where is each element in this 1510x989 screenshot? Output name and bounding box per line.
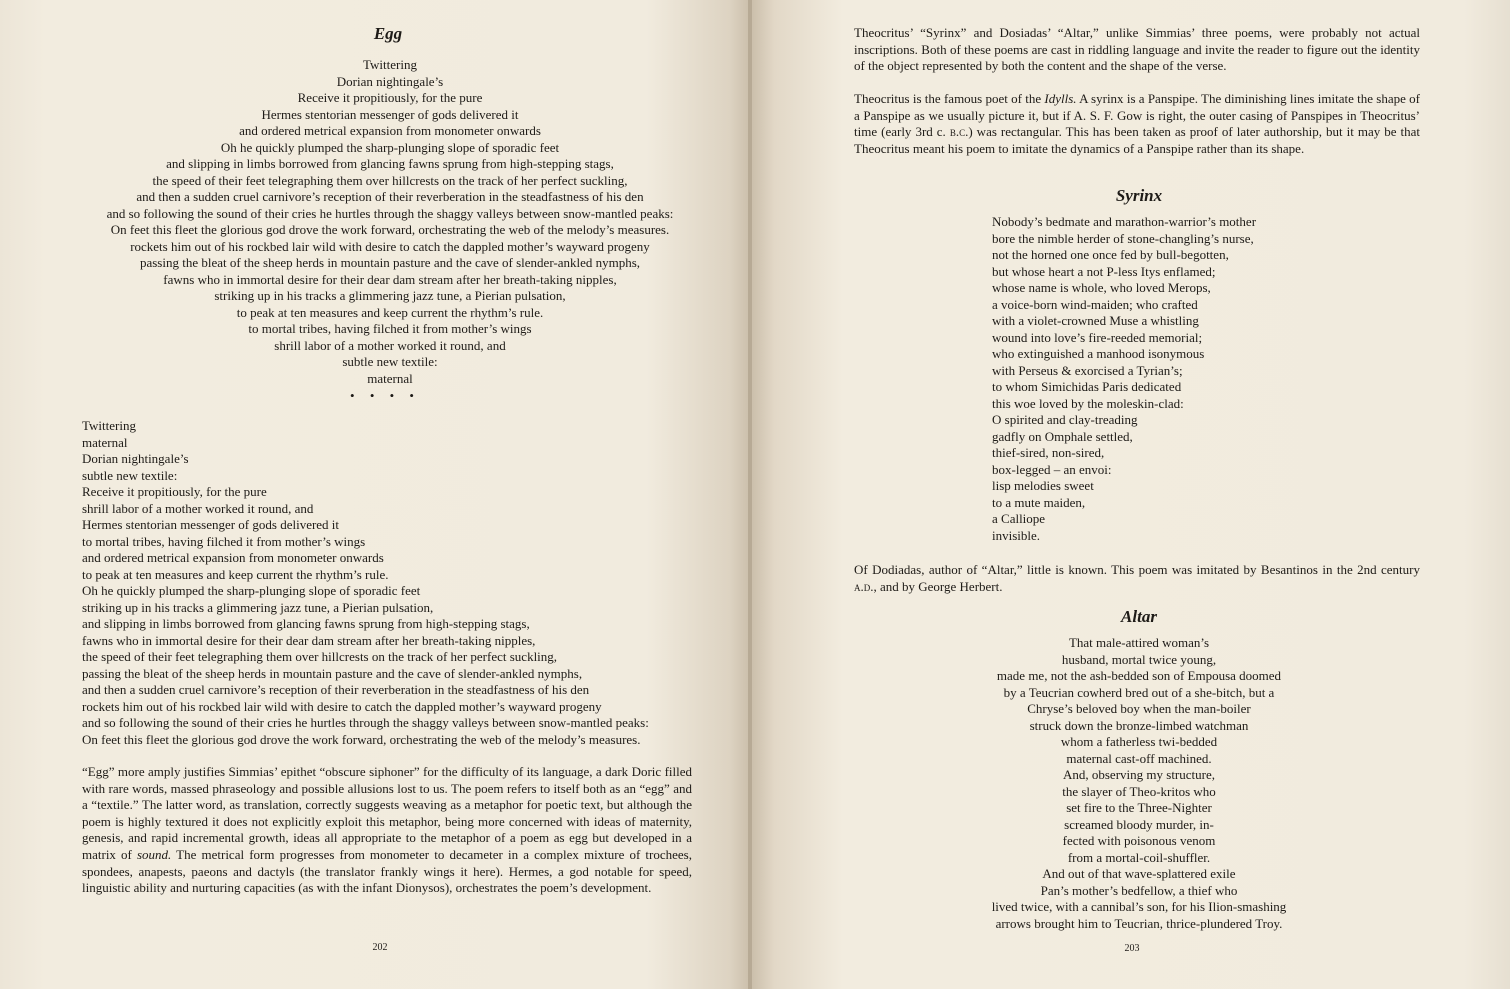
poem-line: shrill labor of a mother worked it round, and [82,500,314,516]
poem-line: to whom Simichidas Paris dedicated [992,379,1182,394]
altar-poem [889,635,1389,932]
poem-line: wound into love’s fire-reeded memorial; [992,329,1203,345]
poem-line: a voice-born wind-maiden; who crafted [992,296,1198,312]
poem-line: to a mute maiden, [992,494,1086,510]
theocritus-text-1: Theocritus is the famous poet of the [854,91,1045,106]
poem-line: husband, mortal twice young, [1061,651,1217,667]
poem-line: rockets him out of his rockbed lair wild with desire to catch the dappled mother’s wayward progeny [130,238,650,254]
poem-line: Nobody’s bedmate and marathon-warrior’s mother [992,214,1257,229]
commentary-text-2: The metrical form progresses from monometer to decameter in a complex mixture of trochees, spondees, anapests, paeons and dactyls (the translator frankly wings it here). Hermes, a god notable for speed, linguistic ability and nurturing capacities (as with the infant Dionysos), orchestrates the poem’s development. [82,846,692,896]
poem-line: subtle new textile: [82,467,178,483]
poem-line: and slipping in limbs borrowed from glancing fawns sprung from high-stepping stags, [166,156,614,171]
poem-line: On feet this fleet the glorious god drove the work forward, orchestrating the web of the melody’s measures. [82,731,641,747]
poem-line: fawns who in immortal desire for their dear dam stream after her breath-taking nipples, [82,632,536,648]
poem-line: bore the nimble herder of stone-changling’s nurse, [992,230,1254,246]
poem-line: and slipping in limbs borrowed from glancing fawns sprung from high-stepping stags, [82,616,530,631]
poem-line: Dorian nightingale’s [336,73,444,89]
commentary-emphasis: sound. [136,846,172,862]
poem-line: arrows brought him to Teucrian, thrice-plundered Troy. [995,915,1283,931]
page-number-left: 202 [372,942,388,953]
dosiadas-text-1: Of Dodiadas, author of “Altar,” little is known. This poem was imitated by Besantinos in the 2nd century [854,562,1420,577]
theocritus-paragraph [854,91,1420,157]
poem-line: invisible. [992,527,1041,543]
era-abbreviation: b.c. [949,124,969,140]
poem-line: with a violet-crowned Muse a whistling [992,313,1199,328]
idylls-title: Idylls. [1044,91,1077,106]
altar-title: Altar [1121,607,1157,626]
dosiadas-text-2: , and by George Herbert. [873,578,1003,594]
poem-line: and then a sudden cruel carnivore’s reception of their reverberation in the steadfastness of his den [82,682,590,697]
poem-line: That male-attired woman’s [1068,635,1210,650]
poem-line: subtle new textile: [342,354,438,369]
poem-line: the slayer of Theo-kritos who [1062,783,1216,799]
poem-line: to peak at ten measures and keep current the rhythm’s rule. [236,304,544,320]
poem-line: set fire to the Three-Nighter [1066,800,1212,815]
page-number-right: 203 [1124,943,1140,954]
commentary-text-1: “Egg” more amply justifies Simmias’ epithet “obscure siphoner” for the difficulty of its language, a dark Doric filled with rare words, massed phraseology and possible allusions lost to us. The poem refers to itself both as an “egg” and a “textile.” The latter word, as translation, correctly suggests weaving as a metaphor for poetic text, but although the poem is highly textured it does not explicitly exploit this metaphor, being more concerned with ideas of maternity, genesis, and rapid incremental growth, ideas all appropriate to the metaphor of a poem as egg but developed in a matrix of [82,764,692,862]
poem-line: Dorian nightingale’s [82,451,189,466]
poem-line: with Perseus & exorcised a Tyrian’s; [992,362,1183,378]
dosiadas-paragraph [854,562,1420,595]
poem-line: striking up in his tracks a glimmering jazz tune, a Pierian pulsation, [82,599,434,615]
poem-line: Twittering [363,57,417,72]
syrinx-poem [992,214,1292,544]
poem-line: by a Teucrian cowherd bred out of a she-bitch, but a [1003,684,1275,700]
theocritus-text-3: ) was rectangular. This has been taken as proof of later authorship, but it may be that Theocritus meant his poem to imitate the dynamics of a Panspipe rather than its shape. [854,124,1421,156]
poem-line: passing the bleat of the sheep herds in mountain pasture and the cave of slender-ankled nymphs, [82,665,583,681]
egg-title: Egg [373,24,403,43]
poem-line: whose name is whole, who loved Merops, [992,280,1211,295]
egg-shaped-poem [40,57,740,387]
left-page [0,0,752,989]
poem-line: whom a fatherless twi-bedded [1060,734,1218,749]
poem-line: screamed bloody murder, in- [1064,816,1214,832]
poem-line: passing the bleat of the sheep herds in mountain pasture and the cave of slender-ankled nymphs, [139,255,641,270]
poem-line: rockets him out of his rockbed lair wild with desire to catch the dappled mother’s wayward progeny [82,698,602,714]
poem-line: and ordered metrical expansion from monometer onwards [239,123,541,138]
poem-line: a Calliope [992,511,1046,526]
poem-line: Receive it propitiously, for the pure [82,484,267,499]
poem-line: maternal [367,370,413,386]
poem-line: to mortal tribes, having filched it from mother’s wings [248,321,532,336]
poem-line: lisp melodies sweet [992,478,1094,493]
egg-linear-poem [82,418,742,748]
poem-line: box-legged – an envoi: [992,461,1112,477]
poem-line: Hermes stentorian messenger of gods delivered it [261,106,519,122]
poem-line: and so following the sound of their cries he hurtles through the shaggy valleys between snow-mantled peaks: [106,205,674,221]
poem-line: made me, not the ash-bedded son of Empousa doomed [996,668,1282,683]
poem-line: maternal [82,434,128,450]
poem-line: this woe loved by the moleskin-clad: [992,395,1184,411]
poem-line: struck down the bronze-limbed watchman [1029,717,1249,733]
poem-line: And, observing my structure, [1062,767,1215,782]
poem-line: and then a sudden cruel carnivore’s reception of their reverberation in the steadfastness of his den [136,189,644,204]
poem-line: the speed of their feet telegraphing them over hillcrests on the track of her perfect suckling, [82,649,558,664]
poem-line: and so following the sound of their cries he hurtles through the shaggy valleys between snow-mantled peaks: [82,715,649,730]
syrinx-title: Syrinx [1115,186,1163,205]
poem-line: who extinguished a manhood isonymous [992,346,1205,361]
poem-line: not the horned one once fed by bull-begotten, [992,247,1229,262]
poem-line: thief-sired, non-sired, [992,445,1105,460]
theocritus-text-2: A syrinx is a Panspipe. The diminishing lines imitate the shape of a Panspipe as we usually picture it, but if A. S. F. Gow is right, the outer casing of Panspipes in Theocritus’ time (early 3rd c. [854,91,1420,140]
poem-line: Twittering [82,418,136,433]
poem-line: the speed of their feet telegraphing them over hillcrests on the track of her perfect suckling, [152,172,628,188]
right-page [752,0,1510,989]
poem-line: shrill labor of a mother worked it round, and [274,337,506,353]
poem-line: Receive it propitiously, for the pure [297,90,483,105]
poem-line: Chryse’s beloved boy when the man-boiler [1027,701,1251,716]
poem-line: fawns who in immortal desire for their dear dam stream after her breath-taking nipples, [163,271,617,287]
poem-line: to mortal tribes, having filched it from mother’s wings [82,533,366,549]
poem-line: Oh he quickly plumped the sharp-plunging slope of sporadic feet [220,139,560,155]
poem-line: and ordered metrical expansion from monometer onwards [82,550,384,565]
poem-line: On feet this fleet the glorious god drove the work forward, orchestrating the web of the melody’s measures. [110,222,670,237]
poem-line: O spirited and clay-treading [992,412,1138,427]
section-separator: • • • • [350,388,420,403]
poem-line: but whose heart a not P-less Itys enflamed; [992,263,1216,279]
poem-line: from a mortal-coil-shuffler. [1067,849,1211,865]
poem-line: Oh he quickly plumped the sharp-plunging slope of sporadic feet [82,583,421,598]
poem-line: lived twice, with a cannibal’s son, for his Ilion-smashing [991,899,1287,914]
poem-line: And out of that wave-splattered exile [1042,866,1236,881]
intro-paragraph: Theocritus’ “Syrinx” and Dosiadas’ “Altar,” unlike Simmias’ three poems, were probably not actual inscriptions. Both of these poems are cast in riddling language and invite the reader to figure out the identity of the object represented by both the content and the shape of the verse. [854,25,1420,74]
poem-line: fected with poisonous venom [1062,833,1216,848]
poem-line: striking up in his tracks a glimmering jazz tune, a Pierian pulsation, [214,288,566,303]
poem-line: gadfly on Omphale settled, [992,428,1133,444]
poem-line: Pan’s mother’s bedfellow, a thief who [1040,882,1238,898]
poem-line: Hermes stentorian messenger of gods delivered it [82,517,340,532]
poem-line: to peak at ten measures and keep current the rhythm’s rule. [82,566,389,582]
egg-commentary [82,764,692,897]
era-abbreviation-ad: a.d. [854,578,874,594]
poem-line: maternal cast-off machined. [1066,750,1212,766]
